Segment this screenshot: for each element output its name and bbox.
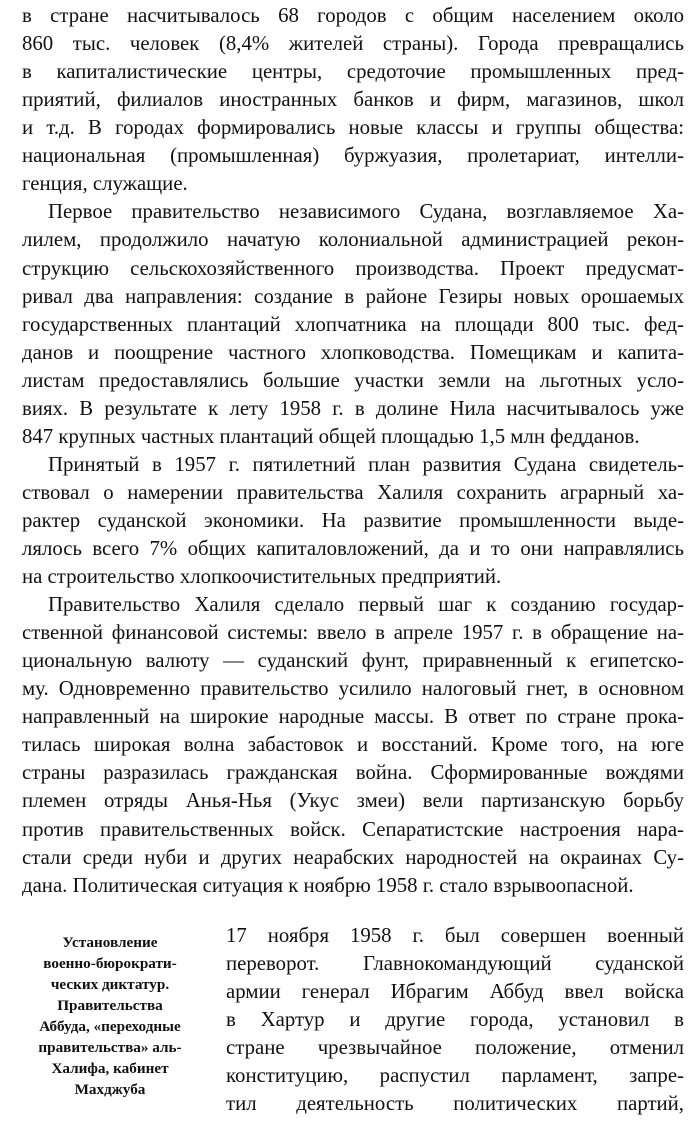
text-line: армии генерал Ибрагим Аббуд ввел войска — [226, 979, 684, 1003]
text-line: генция, служащие. — [22, 172, 188, 196]
text-line: 17 ноября 1958 г. был совершен военный — [226, 923, 684, 947]
text-line: и т.д. В городах формировались новые классы и группы общества: — [22, 116, 684, 140]
text-line: стране чрезвычайное положение, отменил — [226, 1035, 684, 1059]
text-line: циональную валюту — суданский фунт, приравненный к египетско- — [22, 649, 684, 673]
side-heading-line: правительства» аль- — [38, 1038, 182, 1056]
side-heading-line: Правительства — [57, 996, 163, 1014]
text-line: му. Одновременно правительство усилило налоговый гнет, в основном — [22, 677, 684, 701]
text-line: дана. Политическая ситуация к ноябрю 1958 г. стало взрывоопасной. — [22, 873, 634, 897]
text-line: тилась широкая волна забастовок и восстаний. Кроме того, на юге — [22, 733, 684, 757]
text-line: тил деятельность политических партий, — [226, 1091, 684, 1115]
text-line: рактер суданской экономики. На развитие промышленности выде- — [22, 508, 684, 532]
text-line: лялось всего 7% общих капиталовложений, да и то они направлялись — [22, 537, 684, 560]
text-line: данов и поощрение частного хлопководства. Помещикам и капита- — [22, 340, 684, 364]
side-heading-line: военно-бюрократи- — [43, 954, 177, 972]
text-line: струкцию сельскохозяйственного производства. Проект предусмат- — [22, 256, 684, 280]
text-line: национальная (промышленная) буржуазия, пролетариат, интелли- — [22, 144, 684, 168]
side-heading-line: Махджуба — [74, 1080, 146, 1098]
text-line: переворот. Главнокомандующий суданской — [226, 951, 684, 975]
text-line: 860 тыс. человек (8,4% жителей страны). Города превращались — [22, 32, 684, 56]
text-line: направленный на широкие народные массы. В ответ по стране прока- — [22, 705, 684, 729]
text-line: страны разразилась гражданская война. Сформированные вождями — [22, 761, 684, 785]
side-heading-line: ческих диктатур. — [50, 975, 170, 993]
text-line: ривал два направления: создание в районе Гезиры новых орошаемых — [22, 284, 684, 308]
text-line: на строительство хлопкоочистительных предприятий. — [22, 565, 502, 588]
text-line: племен отряды Анья-Нья (Укус змеи) вели партизанскую борьбу — [22, 789, 684, 813]
text-line: в Хартур и другие города, установил в — [226, 1007, 684, 1031]
text-line: листам предоставлялись большие участки земли на льготных усло- — [22, 368, 684, 392]
text-line: 847 крупных частных плантаций общей площадью 1,5 млн федданов. — [22, 424, 640, 448]
side-heading-line: Аббуда, «переходные — [39, 1017, 181, 1035]
side-heading-line: Установление — [62, 933, 158, 951]
text-line: стали среди нуби и других неарабских народностей на окраинах Су- — [22, 845, 684, 869]
text-line: приятий, филиалов иностранных банков и фирм, магазинов, школ — [22, 88, 684, 112]
text-line: Первое правительство независимого Судана, возглавляемое Ха- — [48, 200, 684, 224]
text-line: против правительственных войск. Сепаратистские настроения нара- — [22, 817, 684, 841]
text-line: Правительство Халиля сделало первый шаг к созданию государ- — [48, 593, 684, 617]
text-line: в стране насчитывалось 68 городов с общим населением около — [22, 4, 684, 27]
text-line: конституцию, распустил парламент, запре- — [226, 1063, 684, 1087]
text-line: в капиталистические центры, средоточие промышленных пред- — [22, 60, 684, 84]
side-heading-line: Халифа, кабинет — [51, 1059, 169, 1077]
text-line: государственных плантаций хлопчатника на площади 800 тыс. фед- — [22, 312, 684, 336]
text-line: лилем, продолжило начатую колониальной администрацией рекон- — [22, 228, 684, 252]
text-line: виях. В результате к лету 1958 г. в долине Нила насчитывалось уже — [22, 396, 684, 420]
text-line: ственной финансовой системы: ввело в апреле 1957 г. в обращение на- — [22, 621, 684, 645]
text-line: Принятый в 1957 г. пятилетний план развития Судана свидетель- — [48, 452, 684, 476]
text-line: ствовал о намерении правительства Халиля сохранить аграрный ха- — [22, 480, 684, 504]
